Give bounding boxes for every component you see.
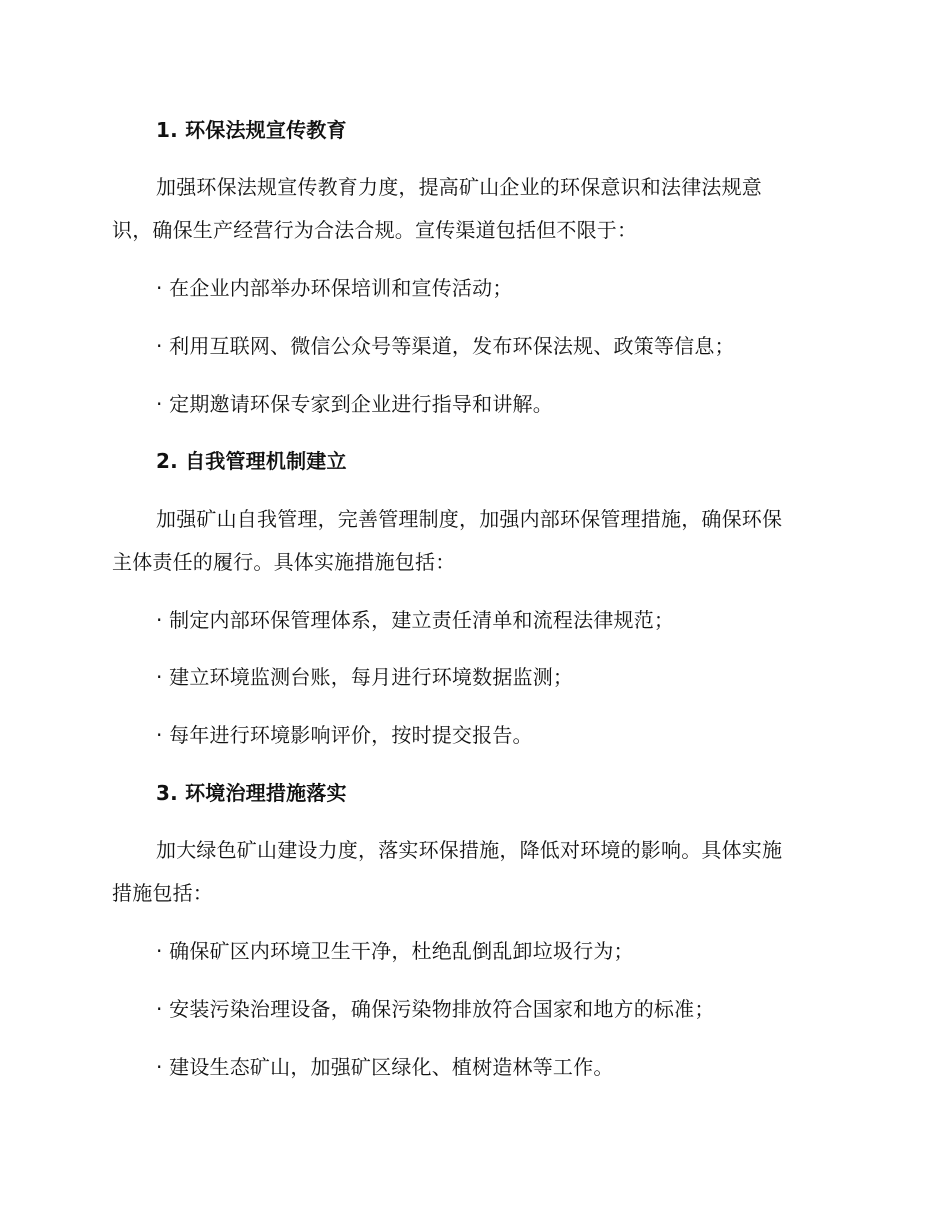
section-1-bullet-3: · 定期邀请环保专家到企业进行指导和讲解。 bbox=[156, 392, 553, 416]
section-2-paragraph-line-2: 主体责任的履行。具体实施措施包括： bbox=[112, 550, 456, 574]
section-3-bullet-3: · 建设生态矿山，加强矿区绿化、植树造林等工作。 bbox=[156, 1055, 614, 1079]
section-3-paragraph-line-1: 加大绿色矿山建设力度，落实环保措施，降低对环境的影响。具体实施 bbox=[156, 838, 783, 862]
section-3-heading: 3. 环境治理措施落实 bbox=[156, 781, 347, 805]
section-1-heading: 1. 环保法规宣传教育 bbox=[156, 118, 347, 142]
section-3-bullet-2: · 安装污染治理设备，确保污染物排放符合国家和地方的标准； bbox=[156, 997, 715, 1021]
section-3-paragraph-line-2: 措施包括： bbox=[112, 881, 213, 905]
section-1-bullet-1: · 在企业内部举办环保培训和宣传活动； bbox=[156, 276, 513, 300]
section-1-paragraph-line-2: 识，确保生产经营行为合法合规。宣传渠道包括但不限于： bbox=[112, 218, 638, 242]
section-2-paragraph-line-1: 加强矿山自我管理，完善管理制度，加强内部环保管理措施，确保环保 bbox=[156, 507, 783, 531]
section-1-paragraph-line-1: 加强环保法规宣传教育力度，提高矿山企业的环保意识和法律法规意 bbox=[156, 175, 762, 199]
section-3-bullet-1: · 确保矿区内环境卫生干净，杜绝乱倒乱卸垃圾行为； bbox=[156, 939, 634, 963]
section-2-heading: 2. 自我管理机制建立 bbox=[156, 449, 347, 473]
section-1-bullet-2: · 利用互联网、微信公众号等渠道，发布环保法规、政策等信息； bbox=[156, 334, 735, 358]
section-2-bullet-1: · 制定内部环保管理体系，建立责任清单和流程法律规范； bbox=[156, 608, 675, 632]
section-2-bullet-3: · 每年进行环境影响评价，按时提交报告。 bbox=[156, 723, 533, 747]
section-2-bullet-2: · 建立环境监测台账，每月进行环境数据监测； bbox=[156, 665, 574, 689]
